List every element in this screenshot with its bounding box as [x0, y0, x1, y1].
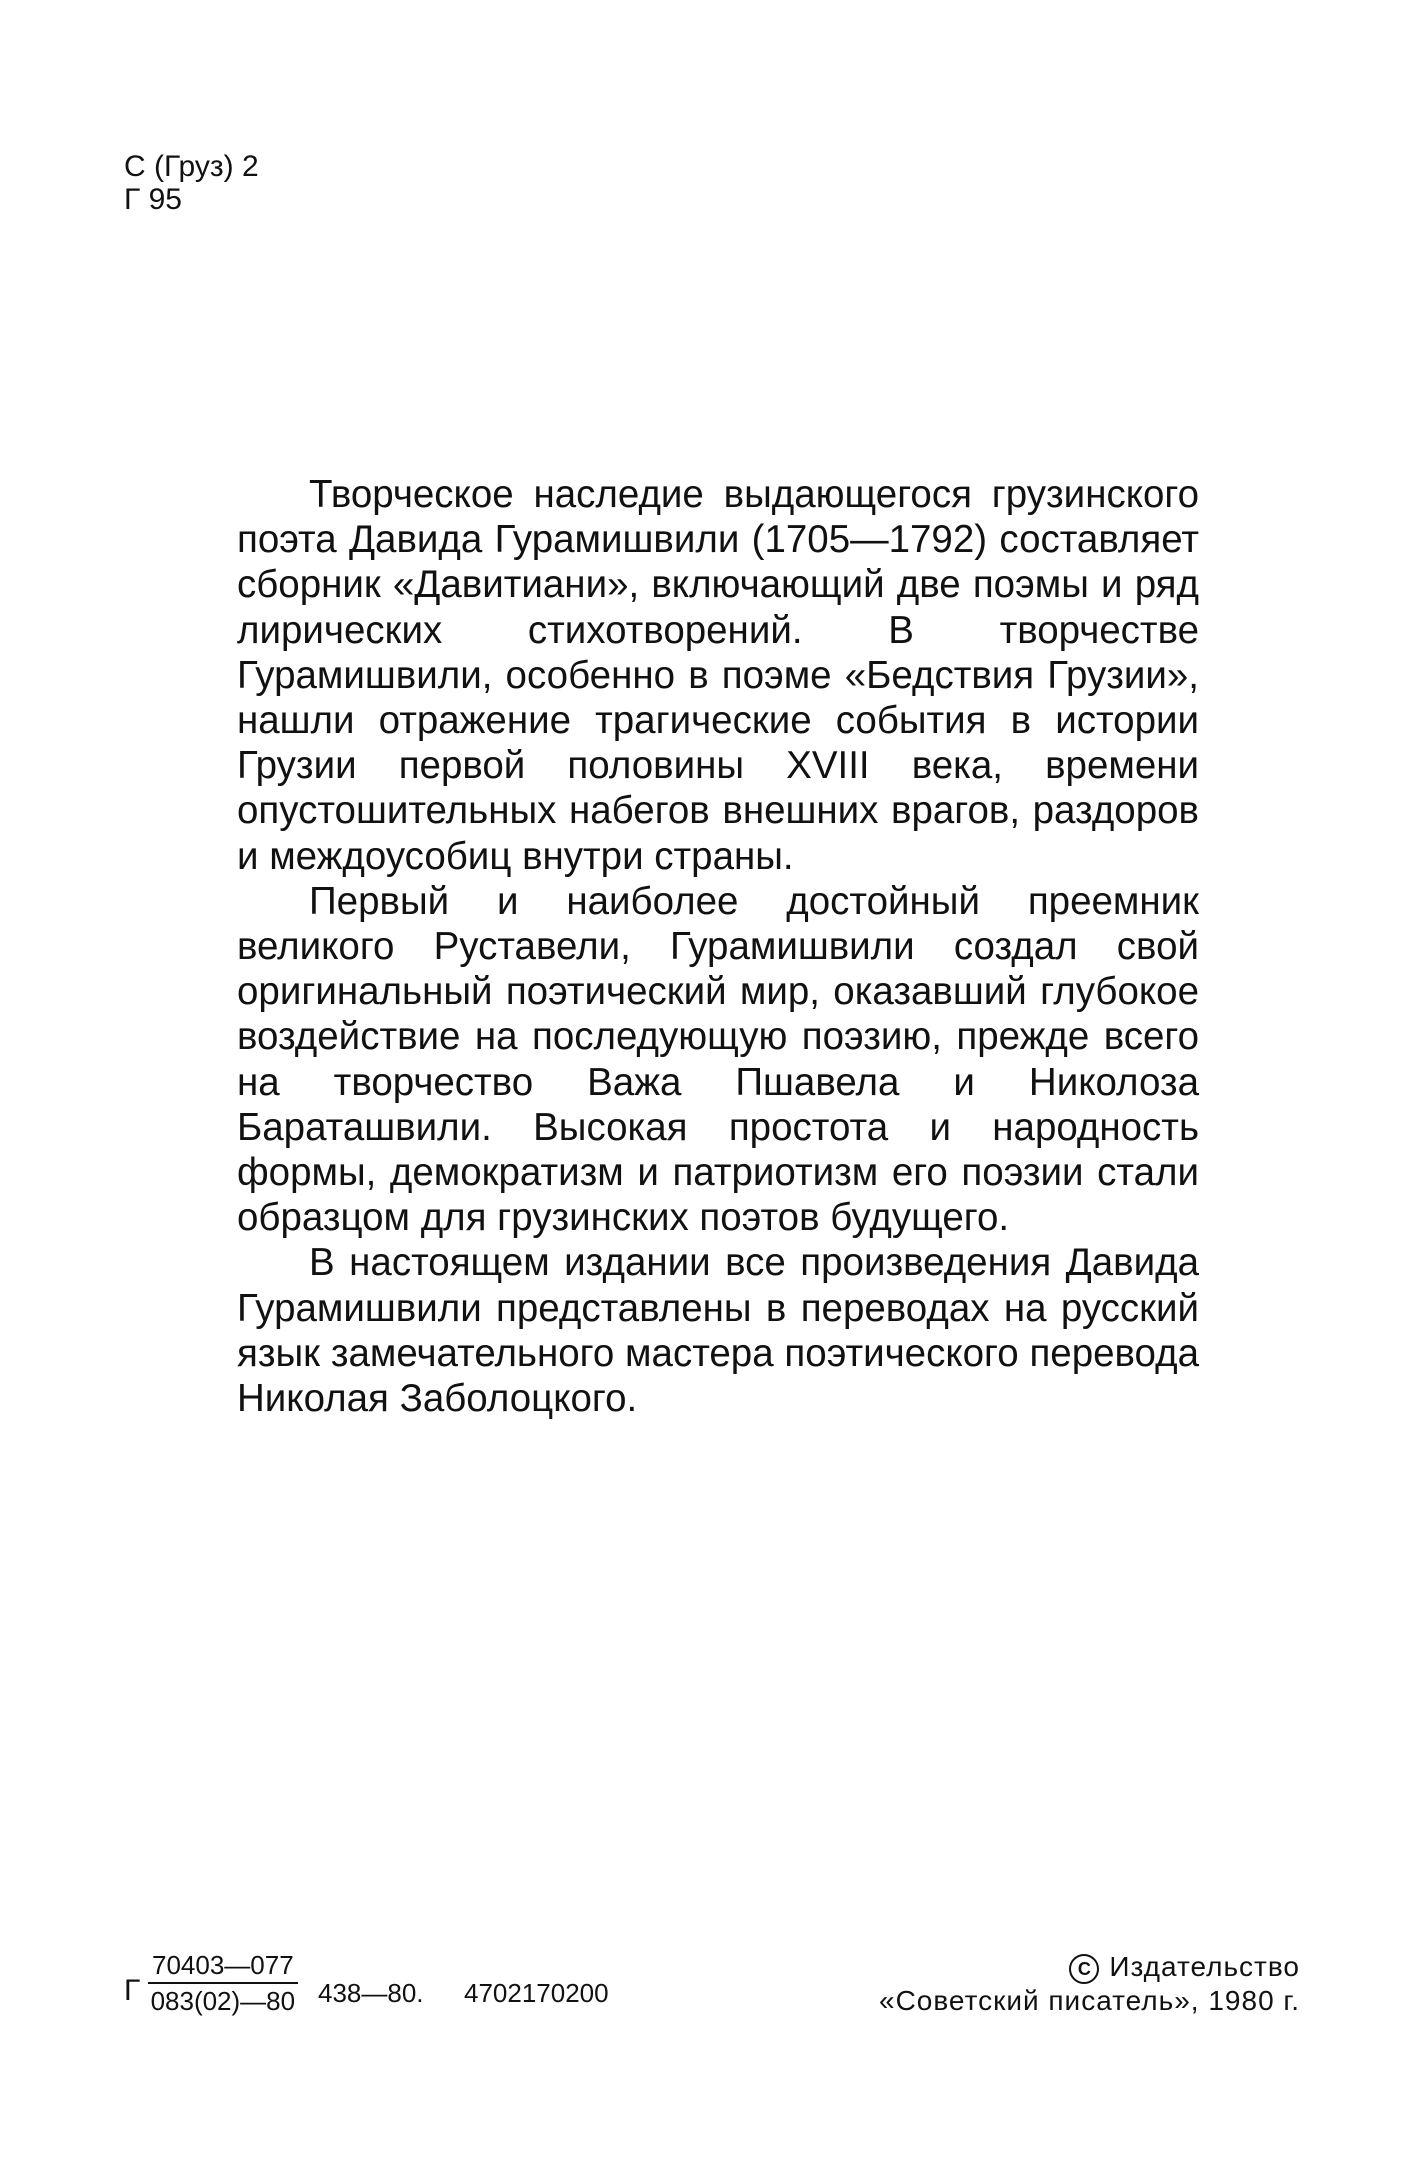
copyright-icon: C [1069, 1954, 1099, 1984]
imprint-fraction-denominator: 083(02)—80 [150, 1986, 296, 2016]
copyright-notice [879, 1950, 1300, 2018]
imprint-isbn-code: 4702170200 [464, 1978, 609, 2008]
classification-line-1: С (Груз) 2 [124, 150, 259, 183]
imprint-footer [124, 1950, 1300, 2050]
imprint-fraction-numerator: 70403—077 [148, 1950, 298, 1984]
copyright-line-1 [879, 1950, 1300, 1984]
annotation-paragraph-2: Первый и наиболее достойный преемник великого Руставели, Гурамишвили создал свой оригинальный поэтический мир, оказавший глубокое воздействие на последующую поэзию, прежде всего на творчество Важа Пшавела и Николоза Бараташвили. Высокая простота и народность формы, демократизм и патриотизм его поэзии стали образцом для грузинских поэтов будущего. [237, 879, 1199, 1240]
annotation-paragraph-3: В настоящем издании все произведения Давида Гурамишвили представлены в переводах на русский язык замечательного мастера поэтического перевода Николая Заболоцкого. [237, 1241, 1199, 1421]
annotation-paragraph-1: Творческое наследие выдающегося грузинского поэта Давида Гурамишвили (1705—1792) составляет сборник «Давитиани», включающий две поэмы и ряд лирических стихотворений. В творчестве Гурамишвили, особенно в поэме «Бедствия Грузии», нашли отражение трагические события в истории Грузии первой половины XVIII века, времени опустошительных набегов внешних врагов, раздоров и междоусобиц внутри страны. [237, 473, 1199, 878]
classification-code [124, 150, 259, 216]
imprint-fraction [148, 1950, 298, 2016]
classification-line-2: Г 95 [124, 183, 182, 216]
copyright-line-2: «Советский писатель», 1980 г. [879, 1985, 1300, 2016]
imprint-order-number: 438—80. [318, 1978, 424, 2008]
annotation-text [237, 472, 1199, 1421]
copyright-publisher-label: Издательство [1109, 1951, 1300, 1982]
imprint-index-letter: Г [124, 1974, 141, 2007]
